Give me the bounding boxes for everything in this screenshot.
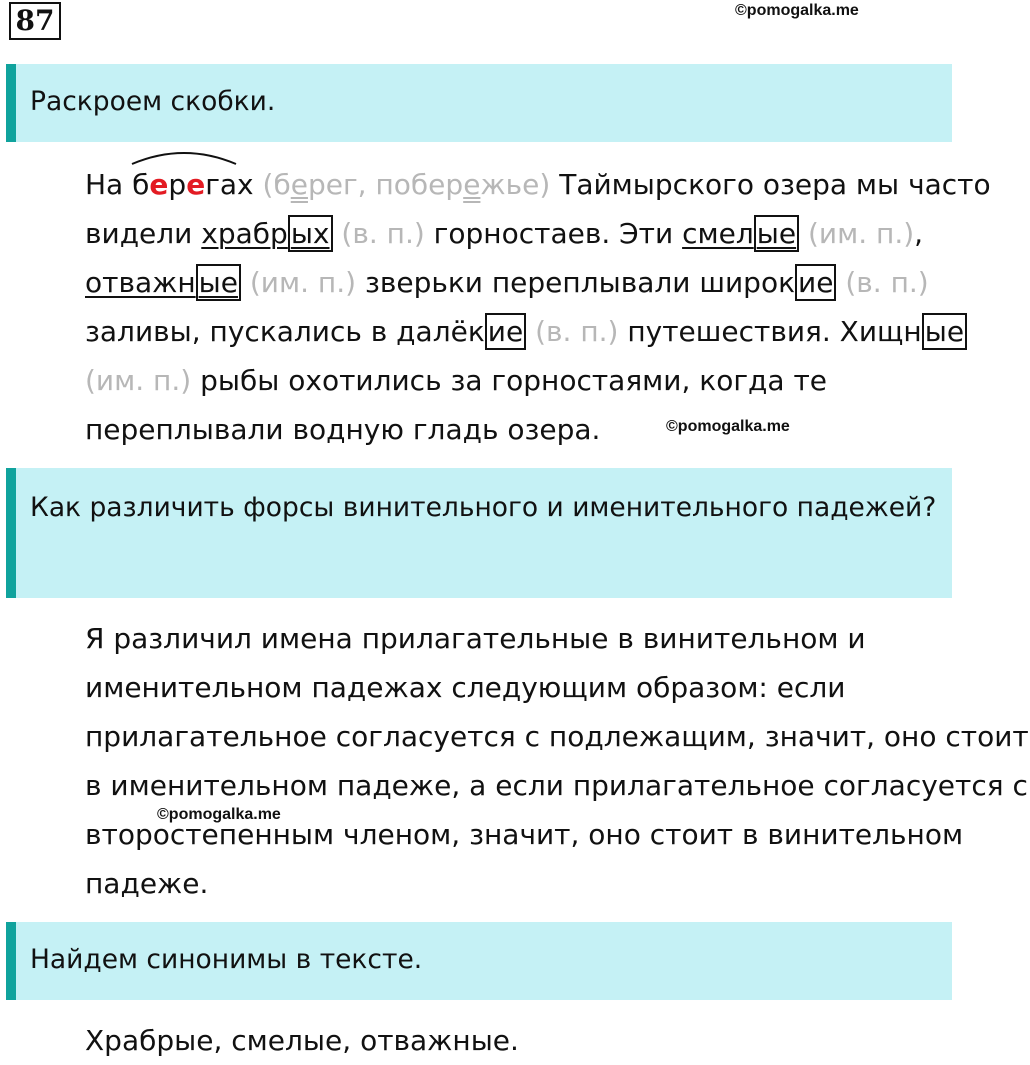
letter: р [168, 168, 187, 201]
comment-6: (в. п.) [526, 315, 619, 348]
ending-box: ие [485, 313, 526, 350]
paragraph-2: Я различил имена прилагательные в винительном и именительном падежах следующим образом: если прилагательное согласуется с подлежащим, значит, оно стоит в именительном падеже, а если прилагательное согласуется с второстепенным членом, значит, оно стоит в винительном падеже. [85, 622, 1029, 900]
ending-box: ие [795, 264, 836, 301]
section-heading-2 [6, 468, 952, 598]
text: заливы, пускались в далёк [85, 315, 485, 348]
vowel-red: е [149, 168, 169, 201]
heading-text: Раскроем скобки. [30, 86, 276, 117]
word-stem: смел [682, 217, 754, 250]
watermark-mid: ©pomogalka.me [666, 418, 790, 435]
watermark-bottom: ©pomogalka.me [157, 806, 281, 823]
comment-5: (в. п.) [836, 266, 929, 299]
vowel-check: е [463, 168, 481, 201]
text: жье) [480, 168, 551, 201]
word-otvazhnye [85, 264, 241, 301]
comment-7: (им. п.) [85, 364, 192, 397]
heading-text: Найдем синонимы в тексте. [30, 944, 423, 975]
paragraph-3: Храбрые, смелые, отважные. [85, 1024, 519, 1057]
task-number: 87 [9, 2, 61, 40]
section-heading-1 [6, 64, 952, 142]
comment-3: (им. п.) [799, 217, 915, 250]
paragraph-1 [9, 160, 1030, 454]
vowel-red: е [186, 168, 206, 201]
watermark-top: ©pomogalka.me [735, 2, 859, 19]
text: , [914, 217, 924, 250]
letter: б [132, 168, 150, 201]
text: путешествия. Хищн [618, 315, 922, 348]
word-stem: отважн [85, 266, 196, 299]
text: зверьки переплывали широк [356, 266, 795, 299]
word-stem: храбр [201, 217, 288, 250]
word-smelye [682, 215, 799, 252]
text: рег, побер [307, 168, 464, 201]
comment-1 [254, 168, 551, 201]
text: На [85, 168, 133, 201]
comment-2: (в. п.) [332, 217, 425, 250]
text: Таймырского озера мы часто видели [85, 168, 991, 250]
ending-box: ые [922, 313, 967, 350]
ending-box: ые [754, 215, 799, 252]
section-heading-3 [6, 922, 952, 1000]
text: (б [253, 168, 291, 201]
ending-box: ые [196, 264, 241, 301]
word-end: гах [205, 168, 254, 201]
text: горностаев. Эти [424, 217, 683, 250]
vowel-check: е [290, 168, 308, 201]
word-khrabrykh [201, 215, 332, 252]
text: рыбы охотились за горностаями, когда те переплывали водную гладь озера. [85, 364, 828, 446]
word-beregakh [132, 160, 205, 209]
heading-text: Как различить форсы винительного и именительного падежей? [30, 492, 937, 523]
comment-4: (им. п.) [240, 266, 357, 299]
ending-box: ых [288, 215, 333, 252]
root-arc-icon [129, 148, 239, 166]
